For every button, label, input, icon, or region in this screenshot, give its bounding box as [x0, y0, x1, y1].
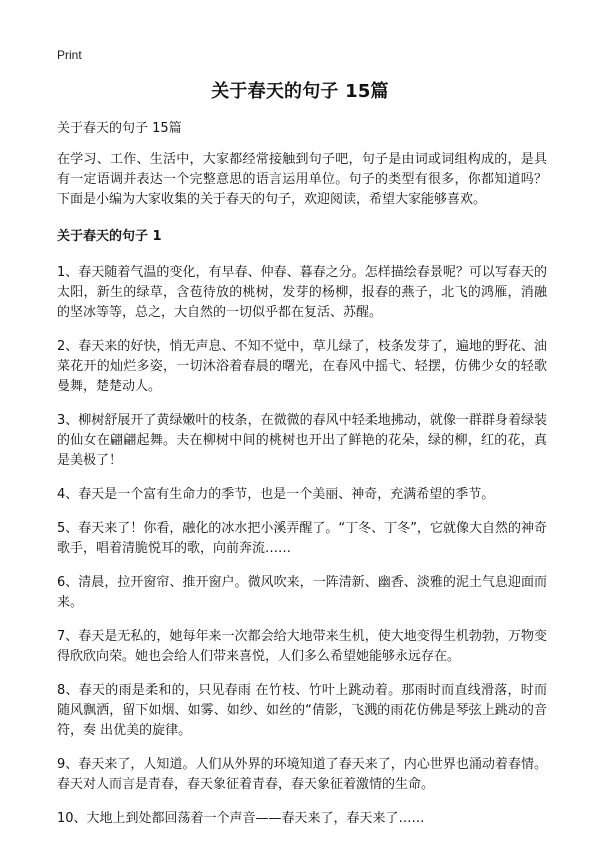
print-label: Print	[57, 48, 82, 62]
sentence-item-5: 5、春天来了！你看，融化的冰水把小溪弄醒了。“丁冬、丁冬”，它就像大自然的神奇歌手，唱着清脆悦耳的歌，向前奔流……	[57, 521, 547, 556]
section-heading: 关于春天的句子 1	[57, 229, 162, 244]
document-subtitle: 关于春天的句子 15篇	[57, 121, 182, 136]
document-title: 关于春天的句子 15篇	[211, 81, 389, 102]
intro-paragraph: 在学习、工作、生活中，大家都经常接触到句子吧，句子是由词或词组构成的，是具有一定语调并表达一个完整意思的语言运用单位。句子的类型有很多，你都知道吗？下面是小编为大家收集的关于春天的句子，欢迎阅读，希望大家能够喜欢。	[57, 152, 547, 207]
sentence-item-7: 7、春天是无私的，她每年来一次都会给大地带来生机，使大地变得生机勃勃，万物变得欣欣向荣。她也会给人们带来喜悦，人们多么希望她能够永远存在。	[57, 629, 547, 664]
sentence-item-1: 1、春天随着气温的变化，有早春、仲春、暮春之分。怎样描绘春景呢？可以写春天的太阳，新生的绿草，含苞待放的桃树，发芽的杨柳，报春的燕子，北飞的鸿雁，消融的坚冰等等，总之，大自然的一切似乎都在复活、苏醒。	[57, 265, 547, 320]
sentence-item-4: 4、春天是一个富有生命力的季节，也是一个美丽、神奇，充满希望的季节。	[57, 487, 495, 502]
sentence-item-10: 10、大地上到处都回荡着一个声音——春天来了，春天来了……	[57, 811, 425, 826]
sentence-item-3: 3、柳树舒展开了黄绿嫩叶的枝条，在微微的春风中轻柔地拂动，就像一群群身着绿装的仙女在翩翩起舞。夫在柳树中间的桃树也开出了鲜艳的花朵，绿的柳，红的花，真是美极了！	[57, 413, 547, 468]
document-body	[57, 150, 547, 843]
sentence-item-6: 6、清晨，拉开窗帘、推开窗户。微风吹来，一阵清新、幽香、淡雅的泥土气息迎面而来。	[57, 575, 547, 610]
sentence-item-9: 9、春天来了，人知道。人们从外界的环境知道了春天来了，内心世界也涌动着春情。春天对人而言是青春，春天象征着青春，春天象征着激情的生命。	[57, 757, 547, 792]
sentence-item-8: 8、春天的雨是柔和的，只见春雨 在竹枝、竹叶上跳动着。那雨时而直线滑落，时而随风飘洒，留下如烟、如雾、如纱、如丝的“倩影，飞溅的雨花仿佛是琴弦上跳动的音符，奏 出优美的旋律。	[57, 683, 547, 738]
sentence-item-2: 2、春天来的好快，悄无声息、不知不觉中，草儿绿了，枝条发芽了，遍地的野花、油菜花开的灿烂多姿，一切沐浴着春晨的曙光，在春风中摇弋、轻摆，仿佛少女的轻歌曼舞，楚楚动人。	[57, 339, 547, 394]
